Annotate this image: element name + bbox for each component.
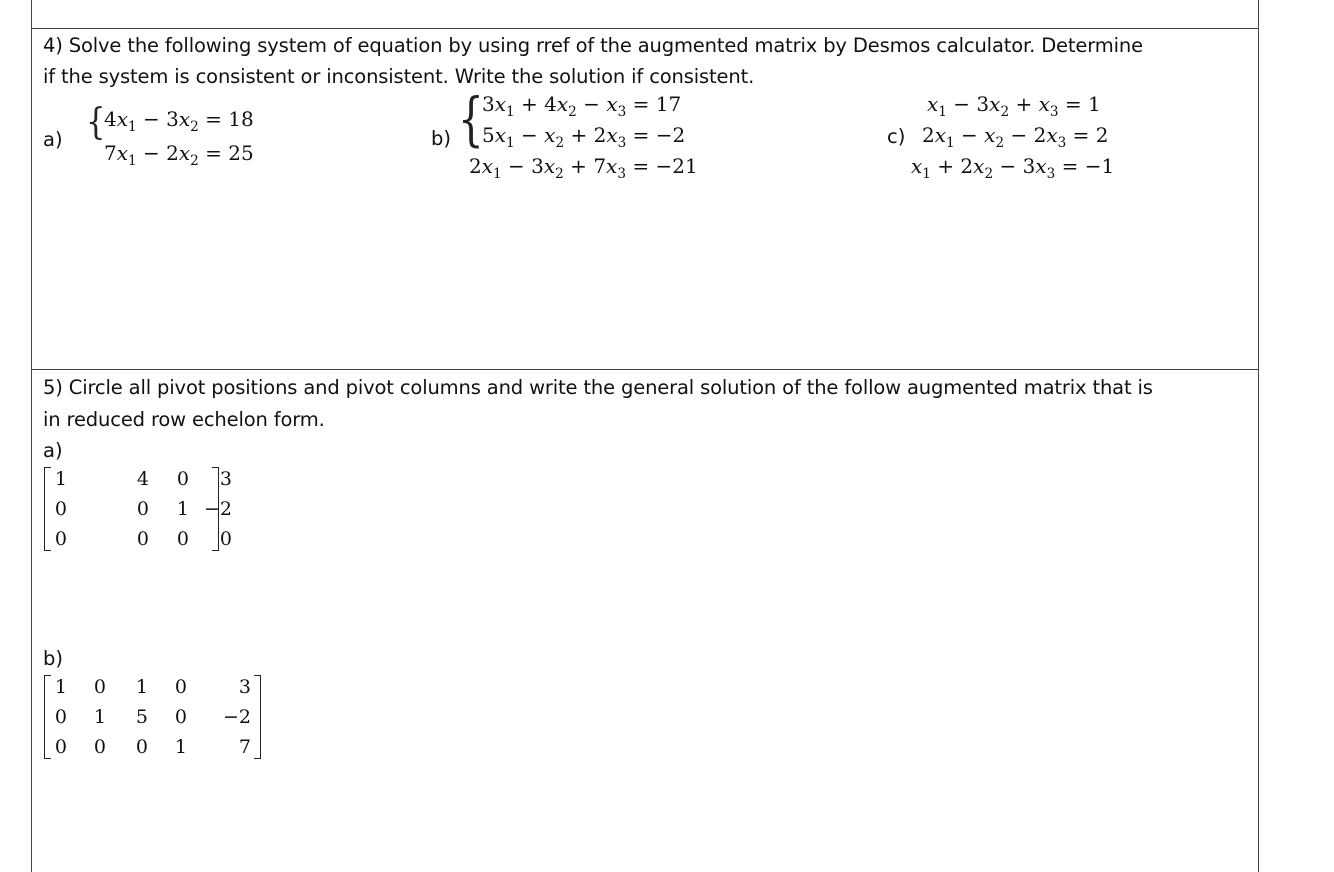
matrix-cell: 0	[54, 736, 67, 758]
equation-row: $3x_1 + 4x_2 - x_3 = 17$	[482, 92, 682, 120]
matrix-cell: 0	[176, 468, 189, 490]
matrix-cell: 4	[136, 468, 149, 490]
question-4c-label: c)	[887, 125, 906, 148]
matrix-cell: 5	[135, 706, 148, 728]
matrix-cell: 0	[93, 736, 106, 758]
question-5a-label: a)	[43, 439, 63, 462]
question-4a-label: a)	[43, 128, 63, 151]
matrix-cell: 1	[54, 676, 67, 698]
question-4-text-line-1: 4) Solve the following system of equation by using rref of the augmented matrix by Desmos calculator. Determine	[43, 34, 1143, 57]
equation-row: $2x_1 - 3x_2 + 7x_3 = -21$	[469, 154, 698, 182]
question-5b-label: b)	[43, 647, 63, 670]
equation-row: $x_1 + 2x_2 - 3x_3 = -1$	[911, 154, 1115, 182]
matrix-cell: 0	[174, 706, 187, 728]
equation-row: $7x_1 - 2x_2 = 25$	[104, 141, 254, 169]
matrix-cell: 0	[54, 528, 67, 550]
left-brace-icon: {	[86, 102, 106, 143]
matrix-cell: 1	[54, 468, 67, 490]
matrix-cell: 0	[93, 676, 106, 698]
matrix-cell: 0	[136, 498, 149, 520]
left-bracket	[44, 675, 51, 759]
matrix-cell: 0	[135, 736, 148, 758]
question-5-text-line-2: in reduced row echelon form.	[43, 408, 325, 431]
matrix-cell: 1	[135, 676, 148, 698]
question-5-text-line-1: 5) Circle all pivot positions and pivot columns and write the general solution of the follow augmented matrix that is	[43, 376, 1153, 399]
matrix-cell: 3	[219, 468, 232, 490]
table-rule-middle	[31, 369, 1259, 370]
question-4b-label: b)	[431, 127, 451, 150]
matrix-cell: 1	[93, 706, 106, 728]
left-bracket	[44, 467, 51, 551]
left-brace-icon: {	[458, 85, 484, 153]
equation-row: $x_1 - 3x_2 + x_3 = 1$	[927, 92, 1101, 120]
matrix-5b	[44, 675, 261, 759]
matrix-5a	[44, 467, 232, 551]
matrix-cell: 0	[176, 528, 189, 550]
matrix-cell: 0	[54, 498, 67, 520]
equation-row: $5x_1 - x_2 + 2x_3 = -2$	[482, 123, 686, 151]
matrix-cell: −2	[203, 498, 232, 520]
question-4-text-line-2: if the system is consistent or inconsistent. Write the solution if consistent.	[43, 65, 755, 88]
matrix-cell: 0	[136, 528, 149, 550]
equation-row: $4x_1 - 3x_2 = 18$	[104, 107, 254, 135]
matrix-cell: 1	[174, 736, 187, 758]
matrix-cell: 0	[54, 706, 67, 728]
matrix-cell: 7	[238, 736, 251, 758]
equation-row: $2x_1 - x_2 - 2x_3 = 2$	[922, 123, 1109, 151]
matrix-cell: 0	[219, 528, 232, 550]
matrix-cell: 0	[174, 676, 187, 698]
right-bracket	[254, 675, 261, 759]
table-rule-top	[31, 28, 1259, 29]
matrix-cell: 1	[176, 498, 189, 520]
matrix-cell: −2	[222, 706, 251, 728]
matrix-cell: 3	[238, 676, 251, 698]
